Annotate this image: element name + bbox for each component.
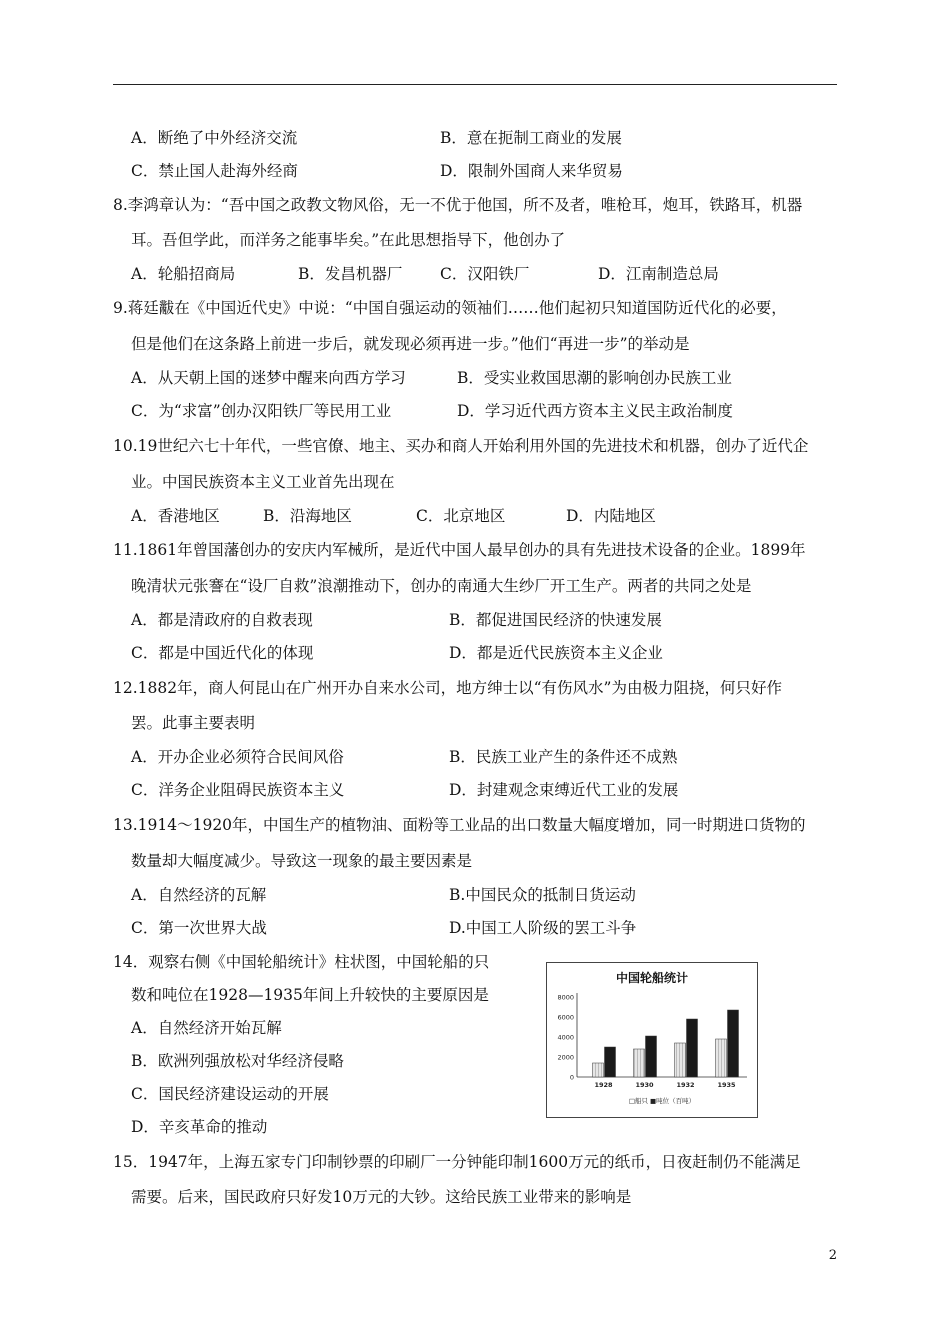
bar-tonnage: [646, 1036, 657, 1077]
y-tick-label: 4000: [557, 1033, 574, 1042]
q8-option-c[interactable]: C．汉阳铁厂: [440, 265, 530, 283]
q12-option-d[interactable]: D．封建观念束缚近代工业的发展: [449, 781, 679, 799]
bar-ships: [634, 1049, 645, 1077]
q7-option-b[interactable]: B．意在扼制工商业的发展: [440, 129, 622, 147]
x-tick-label: 1928: [594, 1081, 613, 1089]
q12-option-a[interactable]: A．开办企业必须符合民间风俗: [131, 748, 344, 766]
bar-tonnage: [728, 1010, 739, 1077]
q14-stem-line1: 14．观察右侧《中国轮船统计》柱状图，中国轮船的只: [113, 953, 490, 971]
q14-option-b[interactable]: B．欧洲列强放松对华经济侵略: [131, 1052, 344, 1070]
q8-stem-line2: 耳。吾但学此，而洋务之能事毕矣。”在此思想指导下，他创办了: [131, 231, 566, 249]
q11-option-a[interactable]: A．都是清政府的自救表现: [131, 611, 313, 629]
header-rule: [113, 84, 837, 85]
q13-option-c[interactable]: C．第一次世界大战: [131, 919, 267, 937]
q9-option-a[interactable]: A．从天朝上国的迷梦中醒来向西方学习: [131, 369, 406, 387]
q11-option-b[interactable]: B．都促进国民经济的快速发展: [449, 611, 662, 629]
q10-option-c[interactable]: C．北京地区: [416, 507, 506, 525]
q11-stem-line2: 晚清状元张謇在“设厂自救”浪潮推动下，创办的南通大生纱厂开工生产。两者的共同之处是: [131, 577, 752, 595]
q12-stem-line1: 12.1882年，商人何昆山在广州开办自来水公司，地方绅士以“有伤风水”为由极力阻挠，何只好作: [113, 679, 782, 697]
q12-stem-line2: 罢。此事主要表明: [131, 714, 256, 732]
chart-legend: □船只 ■吨位（百吨）: [628, 1097, 696, 1105]
q14-option-a[interactable]: A．自然经济开始瓦解: [131, 1019, 282, 1037]
y-tick-label: 6000: [557, 1013, 574, 1022]
q15-stem-line1: 15．1947年，上海五家专门印制钞票的印刷厂一分钟能印制1600万元的纸币，日夜赶制仍不能满足: [113, 1153, 801, 1171]
bar-tonnage: [687, 1019, 698, 1077]
q13-option-d[interactable]: D.中国工人阶级的罢工斗争: [449, 919, 637, 937]
q7-option-d[interactable]: D．限制外国商人来华贸易: [440, 162, 623, 180]
q15-stem-line2: 需要。后来，国民政府只好发10万元的大钞。这给民族工业带来的影响是: [131, 1188, 632, 1206]
q10-stem-line2: 业。中国民族资本主义工业首先出现在: [131, 473, 395, 491]
q9-stem-line1: 9.蒋廷黻在《中国近代史》中说：“中国自强运动的领袖们……他们起初只知道国防近代化的必要，: [113, 299, 787, 317]
q9-option-c[interactable]: C．为“求富”创办汉阳铁厂等民用工业: [131, 402, 392, 420]
q11-option-d[interactable]: D．都是近代民族资本主义企业: [449, 644, 663, 662]
y-tick-label: 8000: [557, 993, 574, 1002]
bar-ships: [675, 1043, 686, 1077]
x-tick-label: 1932: [676, 1081, 695, 1089]
q7-option-a[interactable]: A．断绝了中外经济交流: [131, 129, 298, 147]
q10-option-b[interactable]: B．沿海地区: [263, 507, 352, 525]
q11-option-c[interactable]: C．都是中国近代化的体现: [131, 644, 314, 662]
q12-option-b[interactable]: B．民族工业产生的条件还不成熟: [449, 748, 678, 766]
q10-stem-line1: 10.19世纪六七十年代，一些官僚、地主、买办和商人开始利用外国的先进技术和机器，创办了近代企: [113, 437, 809, 455]
q14-option-c[interactable]: C．国民经济建设运动的开展: [131, 1085, 329, 1103]
y-tick-label: 2000: [557, 1053, 574, 1062]
page-number: 2: [828, 1248, 837, 1263]
q13-stem-line1: 13.1914～1920年，中国生产的植物油、面粉等工业品的出口数量大幅度增加，同一时期进口货物的: [113, 816, 806, 834]
q13-option-a[interactable]: A．自然经济的瓦解: [131, 886, 267, 904]
q13-stem-line2: 数量却大幅度减少。导致这一现象的最主要因素是: [131, 852, 473, 870]
x-tick-label: 1935: [717, 1081, 736, 1089]
y-tick-label: 0: [569, 1073, 574, 1082]
q9-stem-line2: 但是他们在这条路上前进一步后，就发现必须再进一步。”他们“再进一步”的举动是: [131, 335, 690, 353]
bar-ships: [593, 1063, 604, 1077]
q10-option-d[interactable]: D．内陆地区: [566, 507, 656, 525]
q10-option-a[interactable]: A．香港地区: [131, 507, 220, 525]
q14-option-d[interactable]: D．辛亥革命的推动: [131, 1118, 268, 1136]
q9-option-d[interactable]: D．学习近代西方资本主义民主政治制度: [457, 402, 733, 420]
q8-stem-line1: 8.李鸿章认为：“吾中国之政教文物风俗，无一不优于他国，所不及者，唯枪耳，炮耳，铁路耳，机器: [113, 196, 803, 214]
bar-ships: [716, 1039, 727, 1077]
x-tick-label: 1930: [635, 1081, 654, 1089]
q13-option-b[interactable]: B.中国民众的抵制日货运动: [449, 886, 636, 904]
q8-option-d[interactable]: D．江南制造总局: [598, 265, 719, 283]
q8-option-b[interactable]: B．发昌机器厂: [298, 265, 403, 283]
q14-stem-line2: 数和吨位在1928—1935年间上升较快的主要原因是: [131, 986, 489, 1004]
chart-svg: [547, 963, 757, 1117]
bar-tonnage: [605, 1047, 616, 1077]
q8-option-a[interactable]: A．轮船招商局: [131, 265, 236, 283]
q12-option-c[interactable]: C．洋务企业阻碍民族资本主义: [131, 781, 345, 799]
q9-option-b[interactable]: B．受实业救国思潮的影响创办民族工业: [457, 369, 732, 387]
q7-option-c[interactable]: C．禁止国人赴海外经商: [131, 162, 298, 180]
ship-statistics-chart: [546, 962, 758, 1118]
chart-title: 中国轮船统计: [615, 971, 688, 985]
q11-stem-line1: 11.1861年曾国藩创办的安庆内军械所，是近代中国人最早创办的具有先进技术设备的企业。1899年: [113, 541, 806, 559]
